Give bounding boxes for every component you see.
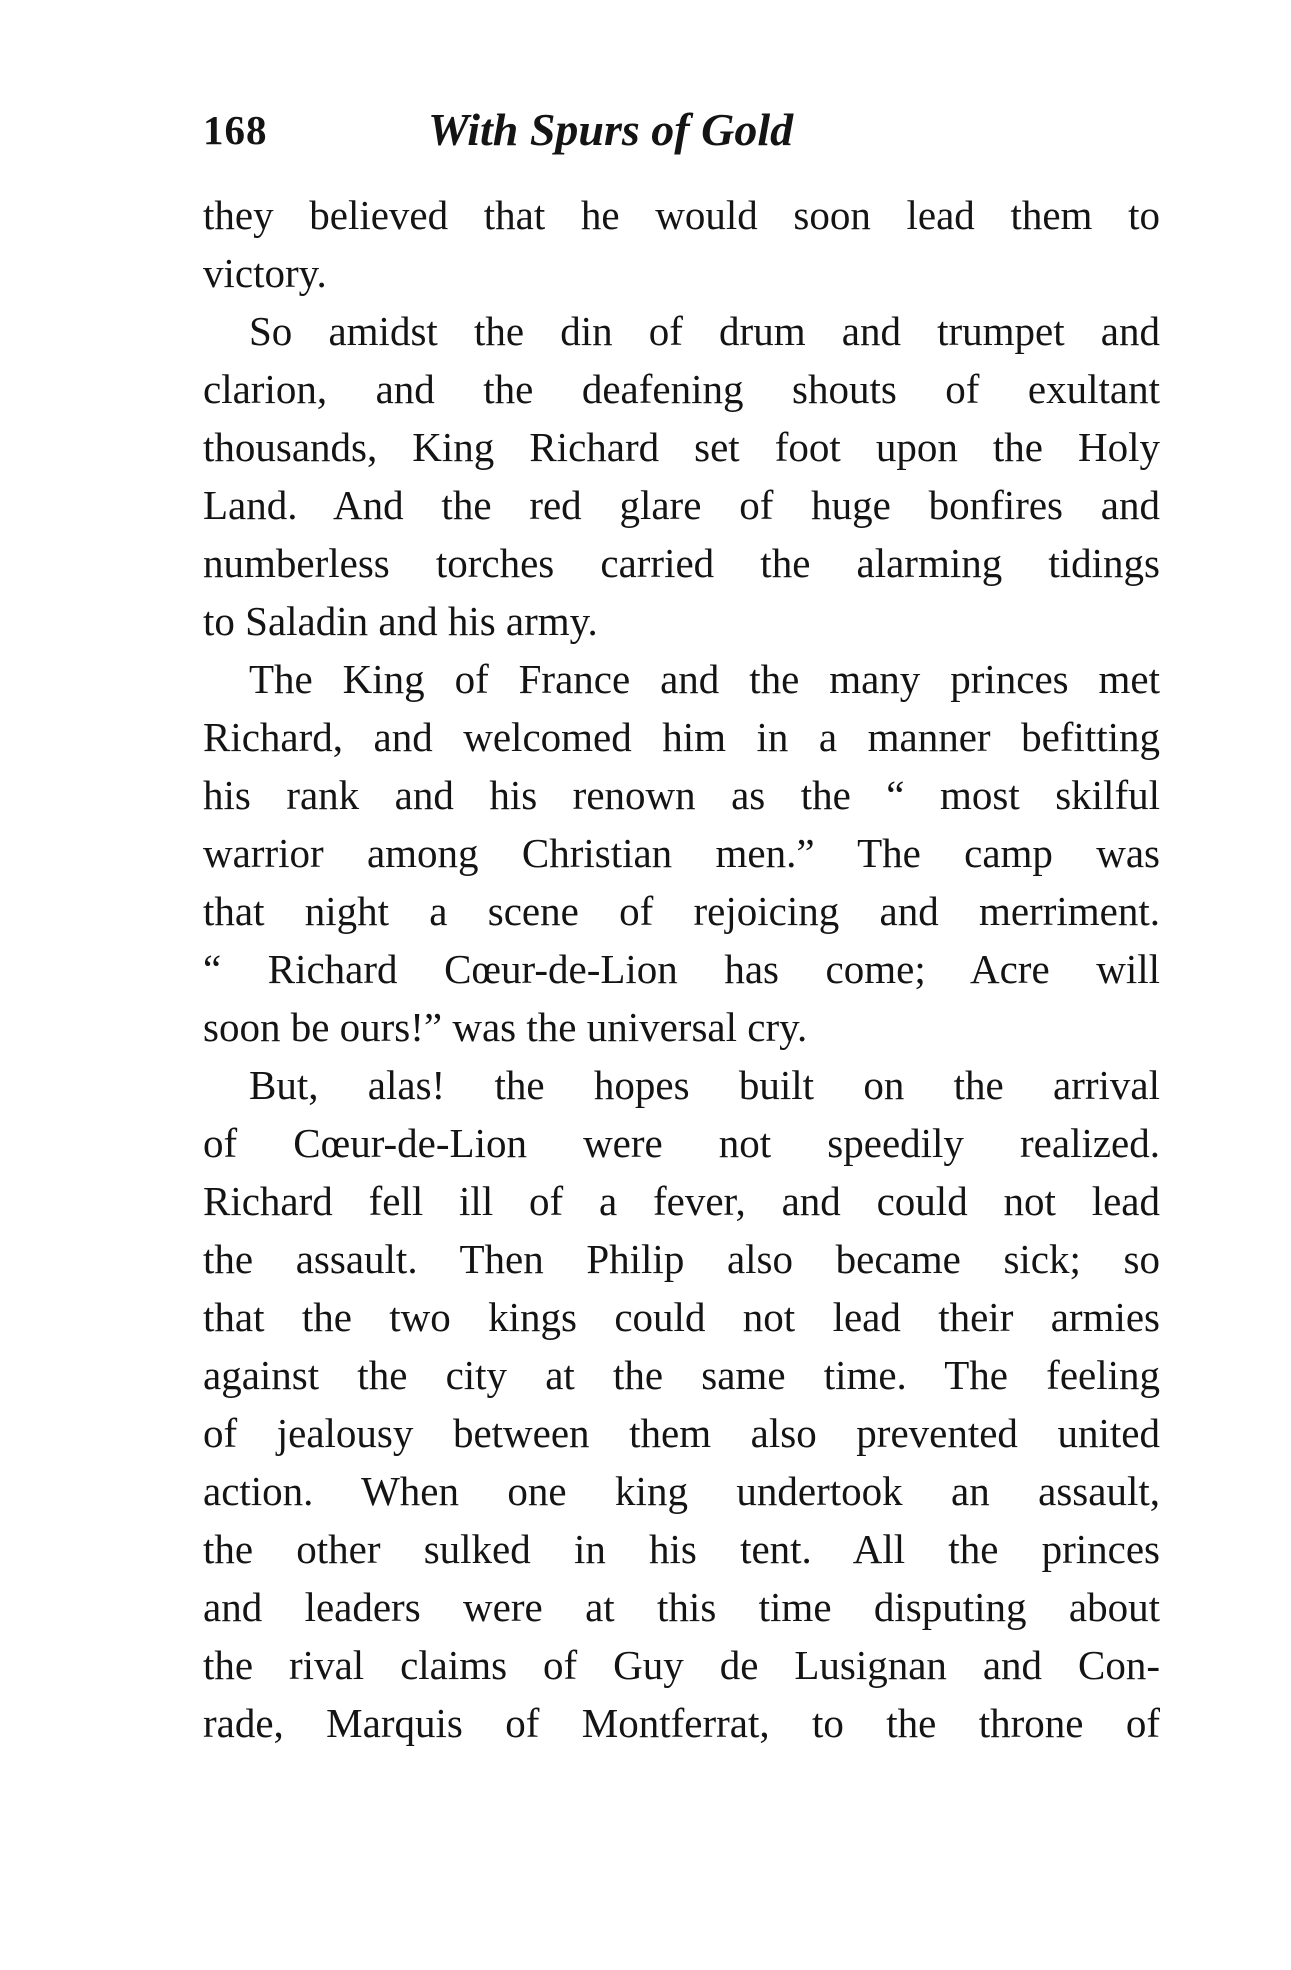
text-line: rade, Marquis of Montferrat, to the throne of xyxy=(203,1700,1160,1746)
text-line: of Cœur-de-Lion were not speedily realized. xyxy=(203,1120,1160,1166)
text-line: thousands, King Richard set foot upon the Holy xyxy=(203,424,1160,470)
text-line: that night a scene of rejoicing and merriment. xyxy=(203,888,1160,934)
text-line: of jealousy between them also prevented united xyxy=(203,1410,1160,1456)
text-line: clarion, and the deafening shouts of exultant xyxy=(203,366,1160,412)
text-line: the rival claims of Guy de Lusignan and Con- xyxy=(203,1642,1160,1688)
text-line: to Saladin and his army. xyxy=(203,598,598,644)
text-line: Richard fell ill of a fever, and could not lead xyxy=(203,1178,1160,1224)
paragraph-first-line: So amidst the din of drum and trumpet and xyxy=(249,308,1160,354)
text-line: victory. xyxy=(203,250,327,296)
body-text xyxy=(203,186,1160,1752)
text-line: numberless torches carried the alarming tidings xyxy=(203,540,1160,586)
text-line: that the two kings could not lead their armies xyxy=(203,1294,1160,1340)
text-line: warrior among Christian men.” The camp was xyxy=(203,830,1160,876)
page-number: 168 xyxy=(203,107,268,153)
text-line: “ Richard Cœur-de-Lion has come; Acre will xyxy=(203,946,1160,992)
text-line: Land. And the red glare of huge bonfires and xyxy=(203,482,1160,528)
text-line: soon be ours!” was the universal cry. xyxy=(203,1004,808,1050)
paragraph-first-line: But, alas! the hopes built on the arrival xyxy=(249,1062,1160,1108)
running-title: With Spurs of Gold xyxy=(428,104,794,155)
page-header xyxy=(203,100,1163,160)
text-line: and leaders were at this time disputing about xyxy=(203,1584,1160,1630)
text-line: Richard, and welcomed him in a manner befitting xyxy=(203,714,1160,760)
text-line: his rank and his renown as the “ most skilful xyxy=(203,772,1160,818)
text-line: the assault. Then Philip also became sick; so xyxy=(203,1236,1160,1282)
text-line: they believed that he would soon lead them to xyxy=(203,192,1160,238)
text-line: against the city at the same time. The feeling xyxy=(203,1352,1160,1398)
text-line: action. When one king undertook an assault, xyxy=(203,1468,1160,1514)
text-line: the other sulked in his tent. All the princes xyxy=(203,1526,1160,1572)
paragraph-first-line: The King of France and the many princes met xyxy=(249,656,1160,702)
